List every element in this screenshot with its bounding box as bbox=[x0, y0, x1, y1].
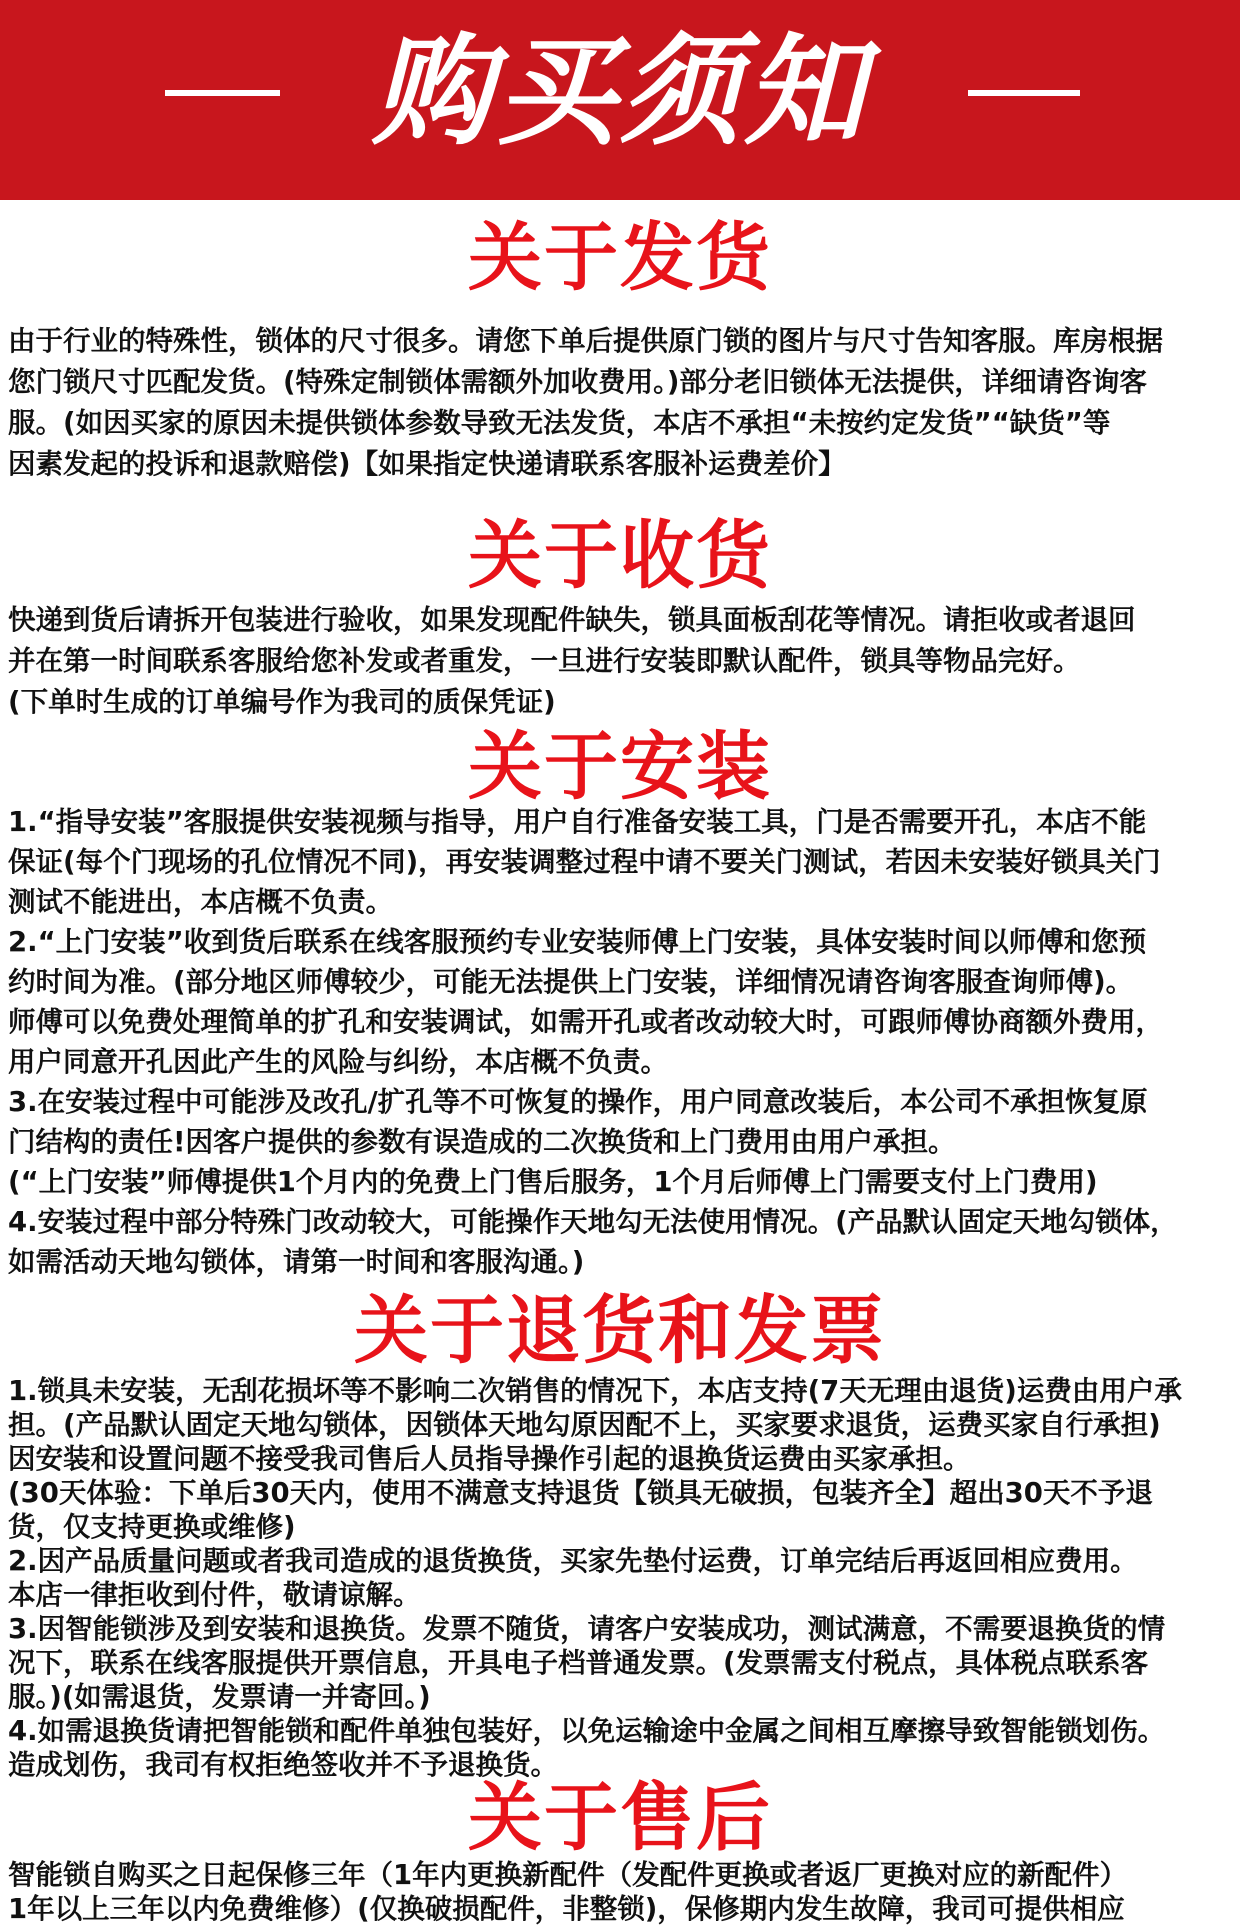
after-sales-line: 智能锁自购买之日起保修三年（1年内更换新配件（发配件更换或者返厂更换对应的新配件） bbox=[8, 1859, 1128, 1891]
returns-line: 3.因智能锁涉及到安装和退换货。发票不随货，请客户安装成功，测试满意，不需要退换货的情 bbox=[8, 1613, 1166, 1645]
section-title-after-sales: 关于售后 bbox=[468, 1775, 772, 1861]
shipping-line: 由于行业的特殊性，锁体的尺寸很多。请您下单后提供原门锁的图片与尺寸告知客服。库房根据 bbox=[8, 325, 1163, 357]
section-title-returns-invoice: 关于退货和发票 bbox=[354, 1288, 886, 1374]
returns-line: 本店一律拒收到付件，敬请谅解。 bbox=[8, 1579, 421, 1611]
returns-line: 担。(产品默认固定天地勾锁体，因锁体天地勾原因配不上，买家要求退货，运费买家自行承担) bbox=[8, 1409, 1161, 1441]
returns-line: 1.锁具未安装，无刮花损坏等不影响二次销售的情况下，本店支持(7天无理由退货)运费由用户承 bbox=[8, 1375, 1182, 1407]
after-sales-line: 1年以上三年以内免费维修）(仅换破损配件，非整锁)，保修期内发生故障，我司可提供相应 bbox=[8, 1893, 1125, 1925]
receiving-line: 快递到货后请拆开包装进行验收，如果发现配件缺失，锁具面板刮花等情况。请拒收或者退回 bbox=[8, 604, 1136, 636]
installation-line: 师傅可以免费处理简单的扩孔和安装调试，如需开孔或者改动较大时，可跟师傅协商额外费用， bbox=[8, 1006, 1163, 1038]
section-title-installation: 关于安装 bbox=[468, 724, 772, 810]
returns-line: 货，仅支持更换或维修) bbox=[8, 1511, 296, 1543]
shipping-line: 服。(如因买家的原因未提供锁体参数导致无法发货，本店不承担“未按约定发货”“缺货”等 bbox=[8, 407, 1111, 439]
installation-line: 4.安装过程中部分特殊门改动较大，可能操作天地勾无法使用情况。(产品默认固定天地勾锁体， bbox=[8, 1206, 1178, 1238]
installation-line: 2.“上门安装”收到货后联系在线客服预约专业安装师傅上门安装，具体安装时间以师傅和您预 bbox=[8, 926, 1147, 958]
banner-title: 购买须知 bbox=[372, 23, 868, 162]
section-title-shipping: 关于发货 bbox=[468, 215, 772, 301]
installation-line: 测试不能进出，本店概不负责。 bbox=[8, 886, 393, 918]
returns-line: 造成划伤，我司有权拒绝签收并不予退换货。 bbox=[8, 1749, 558, 1781]
installation-line: 如需活动天地勾锁体，请第一时间和客服沟通。) bbox=[8, 1246, 585, 1278]
returns-line: 服。)(如需退货，发票请一并寄回。) bbox=[8, 1681, 431, 1713]
installation-line: 保证(每个门现场的孔位情况不同)，再安装调整过程中请不要关门测试，若因未安装好锁具关门 bbox=[8, 846, 1161, 878]
receiving-line: (下单时生成的订单编号作为我司的质保凭证) bbox=[8, 686, 556, 718]
installation-line: 3.在安装过程中可能涉及改孔/扩孔等不可恢复的操作，用户同意改装后，本公司不承担恢复原 bbox=[8, 1086, 1148, 1118]
banner bbox=[0, 0, 1240, 200]
section-title-receiving: 关于收货 bbox=[468, 513, 772, 599]
banner-left-line bbox=[165, 90, 280, 96]
installation-line: 约时间为准。(部分地区师傅较少，可能无法提供上门安装，详细情况请咨询客服查询师傅)。 bbox=[8, 966, 1134, 998]
returns-line: 4.如需退换货请把智能锁和配件单独包装好，以免运输途中金属之间相互摩擦导致智能锁划伤。 bbox=[8, 1715, 1166, 1747]
banner-right-line bbox=[968, 90, 1080, 96]
installation-line: 用户同意开孔因此产生的风险与纠纷，本店概不负责。 bbox=[8, 1046, 668, 1078]
receiving-line: 并在第一时间联系客服给您补发或者重发，一旦进行安装即默认配件，锁具等物品完好。 bbox=[8, 645, 1081, 677]
installation-line: (“上门安装”师傅提供1个月内的免费上门售后服务，1个月后师傅上门需要支付上门费用) bbox=[8, 1166, 1098, 1198]
installation-line: 1.“指导安装”客服提供安装视频与指导，用户自行准备安装工具，门是否需要开孔，本店不能 bbox=[8, 806, 1147, 838]
returns-line: 况下，联系在线客服提供开票信息，开具电子档普通发票。(发票需支付税点，具体税点联系客 bbox=[8, 1647, 1149, 1679]
shipping-line: 因素发起的投诉和退款赔偿)【如果指定快递请联系客服补运费差价】 bbox=[8, 448, 846, 480]
installation-line: 门结构的责任!因客户提供的参数有误造成的二次换货和上门费用由用户承担。 bbox=[8, 1126, 956, 1158]
returns-line: 因安装和设置问题不接受我司售后人员指导操作引起的退换货运费由买家承担。 bbox=[8, 1443, 971, 1475]
shipping-line: 您门锁尺寸匹配发货。(特殊定制锁体需额外加收费用。)部分老旧锁体无法提供，详细请咨询客 bbox=[8, 366, 1147, 398]
returns-line: 2.因产品质量问题或者我司造成的退货换货，买家先垫付运费，订单完结后再返回相应费用。 bbox=[8, 1545, 1138, 1577]
returns-line: (30天体验：下单后30天内，使用不满意支持退货【锁具无破损，包装齐全】超出30天不予退 bbox=[8, 1477, 1153, 1509]
